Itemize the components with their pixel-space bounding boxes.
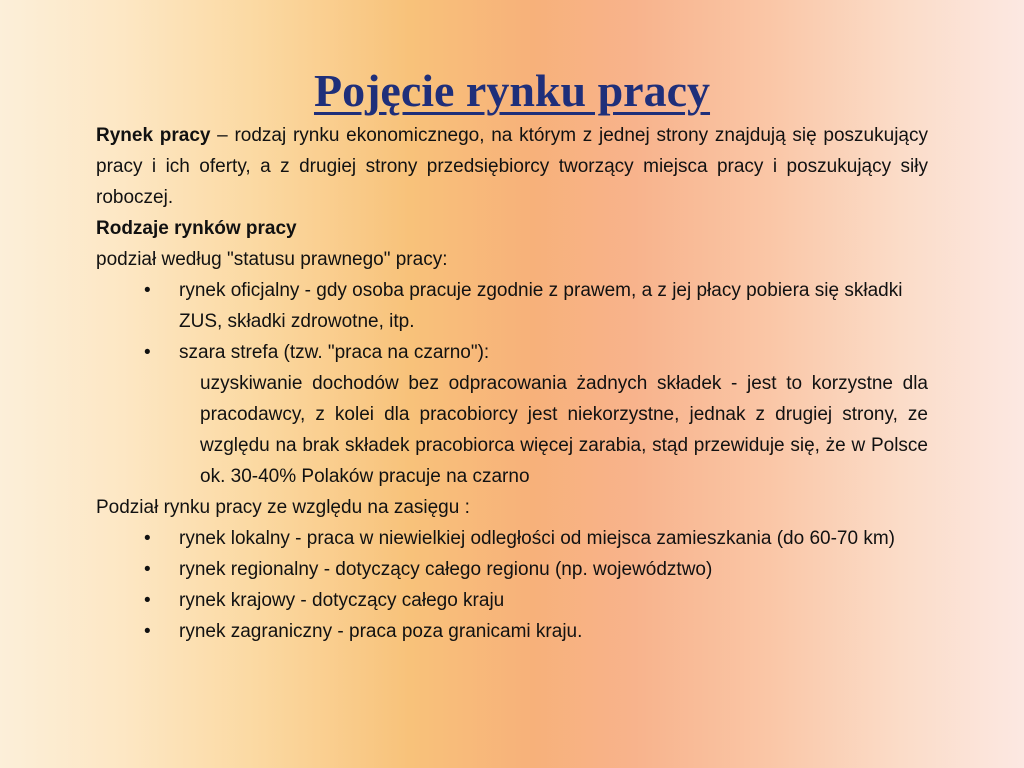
definition-text: – rodzaj rynku ekonomicznego, na którym z jednej strony znajdują się poszukujący pracy i ich oferty, a z drugiej strony przedsiębiorcy tworzący miejsca pracy i poszukujący siły roboczej. xyxy=(96,125,928,208)
list-item-text: rynek zagraniczny - praca poza granicami kraju. xyxy=(179,621,583,642)
list-item-text: rynek oficjalny - gdy osoba pracuje zgodnie z prawem, a z jej płacy pobiera się składki ZUS, składki zdrowotne, itp. xyxy=(179,280,903,332)
range-division-intro: Podział rynku pracy ze względu na zasięgu : xyxy=(96,497,470,518)
list-item-text: rynek regionalny - dotyczący całego regionu (np. województwo) xyxy=(179,559,713,580)
slide-content xyxy=(96,120,928,647)
bullet-icon: • xyxy=(144,280,151,301)
list-item xyxy=(96,337,928,368)
definition-term: Rynek pracy xyxy=(96,125,211,146)
bullet-icon: • xyxy=(144,590,151,611)
legal-division-intro: podział według "statusu prawnego" pracy: xyxy=(96,249,448,270)
bullet-icon: • xyxy=(144,342,151,363)
list-item xyxy=(96,554,928,585)
list-item xyxy=(96,523,928,554)
definition-paragraph xyxy=(96,120,928,213)
slide-title: Pojęcie rynku pracy xyxy=(313,65,711,116)
legal-division-list xyxy=(96,275,928,368)
list-item-text: rynek krajowy - dotyczący całego kraju xyxy=(179,590,505,611)
list-item xyxy=(96,585,928,616)
grey-zone-detail: uzyskiwanie dochodów bez odpracowania żadnych składek - jest to korzystne dla pracodawcy, z kolei dla pracobiorcy jest niekorzystne, jednak z drugiej strony, ze względu na brak składek pracobiorca więcej zarabia, stąd przewiduje się, że w Polsce ok. 30-40% Polaków pracuje na czarno xyxy=(200,373,928,487)
bullet-icon: • xyxy=(144,528,151,549)
range-division-list xyxy=(96,523,928,647)
types-heading: Rodzaje rynków pracy xyxy=(96,218,297,239)
list-item xyxy=(96,275,928,337)
list-item-text: rynek lokalny - praca w niewielkiej odległości od miejsca zamieszkania (do 60-70 km) xyxy=(179,528,895,549)
bullet-icon: • xyxy=(144,621,151,642)
bullet-icon: • xyxy=(144,559,151,580)
list-item xyxy=(96,616,928,647)
list-item-text: szara strefa (tzw. "praca na czarno"): xyxy=(179,342,490,363)
